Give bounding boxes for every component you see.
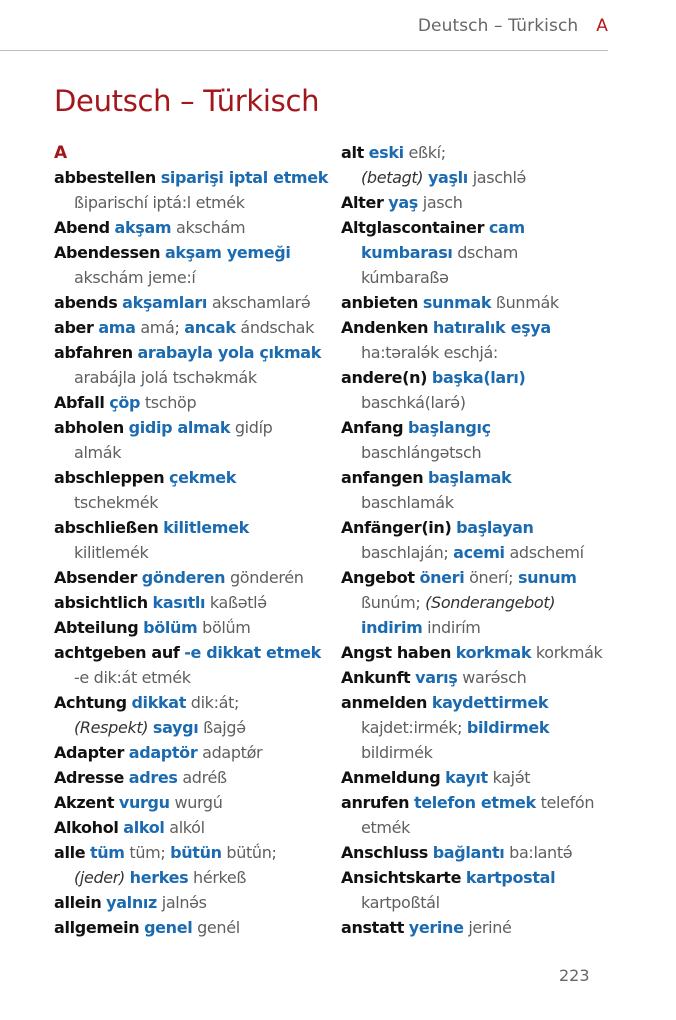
dictionary-line — [54, 665, 336, 690]
pronunciation: wurgú — [174, 793, 223, 812]
pronunciation: warə́sch — [462, 668, 527, 687]
pronunciation: bütǘn; — [226, 843, 277, 862]
turkish-translation: eski — [368, 143, 404, 162]
right-column — [341, 140, 621, 940]
german-headword: abschleppen — [54, 468, 165, 487]
dictionary-line — [341, 915, 621, 940]
turkish-translation: adres — [128, 768, 178, 787]
german-headword: Akzent — [54, 793, 115, 812]
turkish-translation: akşamları — [122, 293, 208, 312]
section-letter: A — [54, 143, 67, 163]
turkish-translation: kayıt — [445, 768, 488, 787]
pronunciation: tüm; — [129, 843, 171, 862]
dictionary-line — [54, 365, 336, 390]
german-headword: Anmeldung — [341, 768, 441, 787]
turkish-translation: telefon etmek — [413, 793, 536, 812]
pronunciation: etmék — [361, 818, 411, 837]
dictionary-line — [341, 790, 621, 815]
dictionary-line — [341, 615, 621, 640]
german-headword: Anfänger(in) — [341, 518, 452, 537]
pronunciation: hérkeß — [193, 868, 247, 887]
dictionary-line — [341, 365, 621, 390]
german-headword: Abteilung — [54, 618, 139, 637]
dictionary-line — [341, 865, 621, 890]
dictionary-line — [341, 690, 621, 715]
dictionary-line — [54, 265, 336, 290]
turkish-translation: akşam — [114, 218, 172, 237]
dictionary-line — [341, 815, 621, 840]
german-headword: Andenken — [341, 318, 429, 337]
turkish-translation: yaş — [388, 193, 418, 212]
pronunciation: baschlaján; — [361, 543, 454, 562]
dictionary-line — [54, 640, 336, 665]
turkish-translation: bağlantı — [432, 843, 505, 862]
turkish-translation: bölüm — [143, 618, 198, 637]
dictionary-line — [54, 165, 336, 190]
german-headword: Abfall — [54, 393, 105, 412]
turkish-translation: başlayan — [456, 518, 534, 537]
pronunciation: akschamlarə́ — [211, 293, 311, 312]
german-headword: anrufen — [341, 793, 410, 812]
dictionary-line — [54, 715, 336, 740]
turkish-translation: adaptör — [128, 743, 198, 762]
turkish-translation: korkmak — [455, 643, 532, 662]
turkish-translation: hatıralık eşya — [432, 318, 551, 337]
turkish-translation: dikkat — [131, 693, 187, 712]
dictionary-line — [341, 215, 621, 240]
pronunciation: ándschak — [240, 318, 315, 337]
dictionary-line — [341, 515, 621, 540]
turkish-translation: kaydettirmek — [431, 693, 549, 712]
german-headword: abholen — [54, 418, 124, 437]
turkish-translation: çöp — [109, 393, 141, 412]
dictionary-line — [341, 340, 621, 365]
dictionary-line — [54, 190, 336, 215]
dictionary-line — [341, 140, 621, 165]
german-headword: Achtung — [54, 693, 127, 712]
pronunciation: bildirmék — [361, 743, 433, 762]
pronunciation: almák — [74, 443, 122, 462]
dictionary-line — [54, 390, 336, 415]
dictionary-line — [54, 890, 336, 915]
pronunciation: kartpoßtál — [361, 893, 440, 912]
dictionary-line — [341, 890, 621, 915]
pronunciation: gidíp — [234, 418, 273, 437]
dictionary-line — [54, 340, 336, 365]
pronunciation: tschöp — [144, 393, 197, 412]
pronunciation: kilitlemék — [74, 543, 149, 562]
turkish-translation: alkol — [123, 818, 165, 837]
turkish-translation: herkes — [129, 868, 189, 887]
german-headword: anmelden — [341, 693, 428, 712]
dictionary-line — [54, 240, 336, 265]
turkish-translation: kilitlemek — [163, 518, 249, 537]
turkish-translation: -e dikkat etmek — [184, 643, 321, 662]
turkish-translation: yaşlı — [427, 168, 468, 187]
german-headword: Absender — [54, 568, 137, 587]
german-headword: alt — [341, 143, 364, 162]
dictionary-line — [341, 190, 621, 215]
dictionary-line — [54, 515, 336, 540]
turkish-translation: yerine — [408, 918, 464, 937]
pronunciation: telefón — [540, 793, 595, 812]
german-headword: Anfang — [341, 418, 404, 437]
dictionary-line — [54, 740, 336, 765]
dictionary-line — [54, 465, 336, 490]
dictionary-line — [54, 915, 336, 940]
turkish-translation: başlamak — [427, 468, 512, 487]
dictionary-line — [54, 590, 336, 615]
german-headword: Altglascontainer — [341, 218, 485, 237]
dictionary-line — [341, 265, 621, 290]
turkish-translation: bütün — [170, 843, 222, 862]
dictionary-line — [54, 840, 336, 865]
pronunciation: amá; — [140, 318, 185, 337]
pronunciation: arabájla jolá tschəkmák — [74, 368, 257, 387]
dictionary-line — [54, 290, 336, 315]
turkish-translation: siparişi iptal etmek — [160, 168, 329, 187]
turkish-translation: bildirmek — [466, 718, 550, 737]
dictionary-line — [341, 465, 621, 490]
pronunciation: kajə́t — [492, 768, 531, 787]
pronunciation: alkól — [169, 818, 205, 837]
pronunciation: kúmbaraßə — [361, 268, 449, 287]
pronunciation: korkmák — [535, 643, 603, 662]
dictionary-line — [54, 215, 336, 240]
pronunciation: baschlángətsch — [361, 443, 482, 462]
turkish-translation: genel — [144, 918, 193, 937]
turkish-translation: kasıtlı — [152, 593, 206, 612]
german-headword: Abend — [54, 218, 110, 237]
pronunciation: dscham — [457, 243, 518, 262]
dictionary-line — [341, 540, 621, 565]
running-head-title: Deutsch – Türkisch — [417, 16, 579, 36]
turkish-translation: arabayla yola çıkmak — [137, 343, 322, 362]
turkish-translation: akşam yemeği — [164, 243, 291, 262]
dictionary-line — [341, 240, 621, 265]
pronunciation: ßunúm; — [361, 593, 426, 612]
dictionary-line — [341, 165, 621, 190]
turkish-translation: öneri — [419, 568, 465, 587]
dictionary-line — [54, 415, 336, 440]
usage-note: (betagt) — [361, 168, 424, 187]
dictionary-line — [341, 290, 621, 315]
pronunciation: jasch — [422, 193, 463, 212]
dictionary-line — [54, 615, 336, 640]
german-headword: Adapter — [54, 743, 125, 762]
dictionary-line — [341, 440, 621, 465]
pronunciation: ba:lantə́ — [509, 843, 573, 862]
german-headword: abends — [54, 293, 118, 312]
pronunciation: önerí; — [469, 568, 518, 587]
pronunciation: kaßətlə́ — [209, 593, 267, 612]
turkish-translation: çekmek — [169, 468, 237, 487]
pronunciation: akschám — [175, 218, 246, 237]
german-headword: anstatt — [341, 918, 405, 937]
turkish-translation: sunum — [517, 568, 577, 587]
dictionary-line — [54, 815, 336, 840]
usage-note: (Sonderangebot) — [425, 593, 556, 612]
pronunciation: baschlamák — [361, 493, 454, 512]
dictionary-line — [341, 740, 621, 765]
pronunciation: gönderén — [229, 568, 304, 587]
pronunciation: adschemí — [509, 543, 584, 562]
dictionary-line — [341, 590, 621, 615]
dictionary-line — [54, 140, 336, 165]
page-title: Deutsch – Türkisch — [54, 84, 320, 118]
dictionary-line — [341, 565, 621, 590]
dictionary-line — [341, 490, 621, 515]
dictionary-line — [341, 390, 621, 415]
dictionary-line — [341, 840, 621, 865]
dictionary-line — [341, 765, 621, 790]
pronunciation: adaptǿr — [202, 743, 263, 762]
pronunciation: akschám jeme:í — [74, 268, 196, 287]
dictionary-line — [54, 690, 336, 715]
pronunciation: kajdet:irmék; — [361, 718, 467, 737]
dictionary-line — [341, 665, 621, 690]
dictionary-line — [341, 715, 621, 740]
german-headword: Anschluss — [341, 843, 428, 862]
pronunciation: ha:təralə́k eschjá: — [361, 343, 498, 362]
german-headword: absichtlich — [54, 593, 148, 612]
turkish-translation: yalnız — [106, 893, 157, 912]
turkish-translation: gidip almak — [128, 418, 231, 437]
german-headword: andere(n) — [341, 368, 428, 387]
german-headword: Alkohol — [54, 818, 119, 837]
german-headword: Angebot — [341, 568, 415, 587]
pronunciation: indirím — [427, 618, 481, 637]
dictionary-line — [54, 865, 336, 890]
german-headword: abfahren — [54, 343, 133, 362]
pronunciation: ßunmák — [495, 293, 559, 312]
turkish-translation: başka(ları) — [431, 368, 526, 387]
usage-note: (jeder) — [74, 868, 125, 887]
german-headword: Ansichtskarte — [341, 868, 462, 887]
running-head-letter: A — [596, 16, 608, 36]
pronunciation: jalnə́s — [161, 893, 207, 912]
turkish-translation: ama — [98, 318, 136, 337]
pronunciation: tschekmék — [74, 493, 159, 512]
pronunciation: dik:át; — [190, 693, 240, 712]
german-headword: Adresse — [54, 768, 125, 787]
pronunciation: jaschlə́ — [472, 168, 527, 187]
turkish-translation: tüm — [89, 843, 125, 862]
turkish-translation: sunmak — [422, 293, 492, 312]
pronunciation: ßiparischí iptá:l etmék — [74, 193, 245, 212]
pronunciation: adréß — [182, 768, 227, 787]
pronunciation: ßajgə́ — [203, 718, 246, 737]
dictionary-line — [54, 565, 336, 590]
german-headword: allein — [54, 893, 102, 912]
turkish-translation: gönderen — [141, 568, 226, 587]
dictionary-line — [54, 315, 336, 340]
dictionary-line — [54, 490, 336, 515]
dictionary-line — [54, 440, 336, 465]
turkish-translation: saygı — [152, 718, 199, 737]
dictionary-line — [54, 765, 336, 790]
german-headword: abbestellen — [54, 168, 156, 187]
dictionary-line — [54, 790, 336, 815]
german-headword: aber — [54, 318, 94, 337]
german-headword: Ankunft — [341, 668, 411, 687]
dictionary-line — [341, 640, 621, 665]
turkish-translation: acemi — [453, 543, 505, 562]
turkish-translation: ancak — [184, 318, 236, 337]
turkish-translation: kartpostal — [465, 868, 556, 887]
usage-note: (Respekt) — [74, 718, 149, 737]
turkish-translation: kumbarası — [361, 243, 453, 262]
german-headword: alle — [54, 843, 86, 862]
turkish-translation: başlangıç — [408, 418, 491, 437]
pronunciation: genél — [197, 918, 240, 937]
pronunciation: eßkí; — [408, 143, 446, 162]
left-column — [54, 140, 336, 940]
turkish-translation: vurgu — [118, 793, 170, 812]
dictionary-line — [341, 315, 621, 340]
running-head — [418, 16, 608, 36]
german-headword: allgemein — [54, 918, 140, 937]
dictionary-line — [54, 540, 336, 565]
german-headword: Angst haben — [341, 643, 452, 662]
german-headword: Alter — [341, 193, 384, 212]
german-headword: achtgeben auf — [54, 643, 180, 662]
page-number: 223 — [559, 966, 590, 985]
turkish-translation: indirim — [361, 618, 423, 637]
german-headword: anbieten — [341, 293, 419, 312]
turkish-translation: varış — [415, 668, 458, 687]
dictionary-line — [341, 415, 621, 440]
pronunciation: jeriné — [468, 918, 512, 937]
pronunciation: bölǘm — [202, 618, 251, 637]
turkish-translation: cam — [488, 218, 525, 237]
german-headword: anfangen — [341, 468, 424, 487]
german-headword: Abendessen — [54, 243, 161, 262]
pronunciation: -e dik:át etmék — [74, 668, 191, 687]
header-divider — [0, 50, 608, 51]
pronunciation: baschká(larə́) — [361, 393, 466, 412]
german-headword: abschließen — [54, 518, 159, 537]
